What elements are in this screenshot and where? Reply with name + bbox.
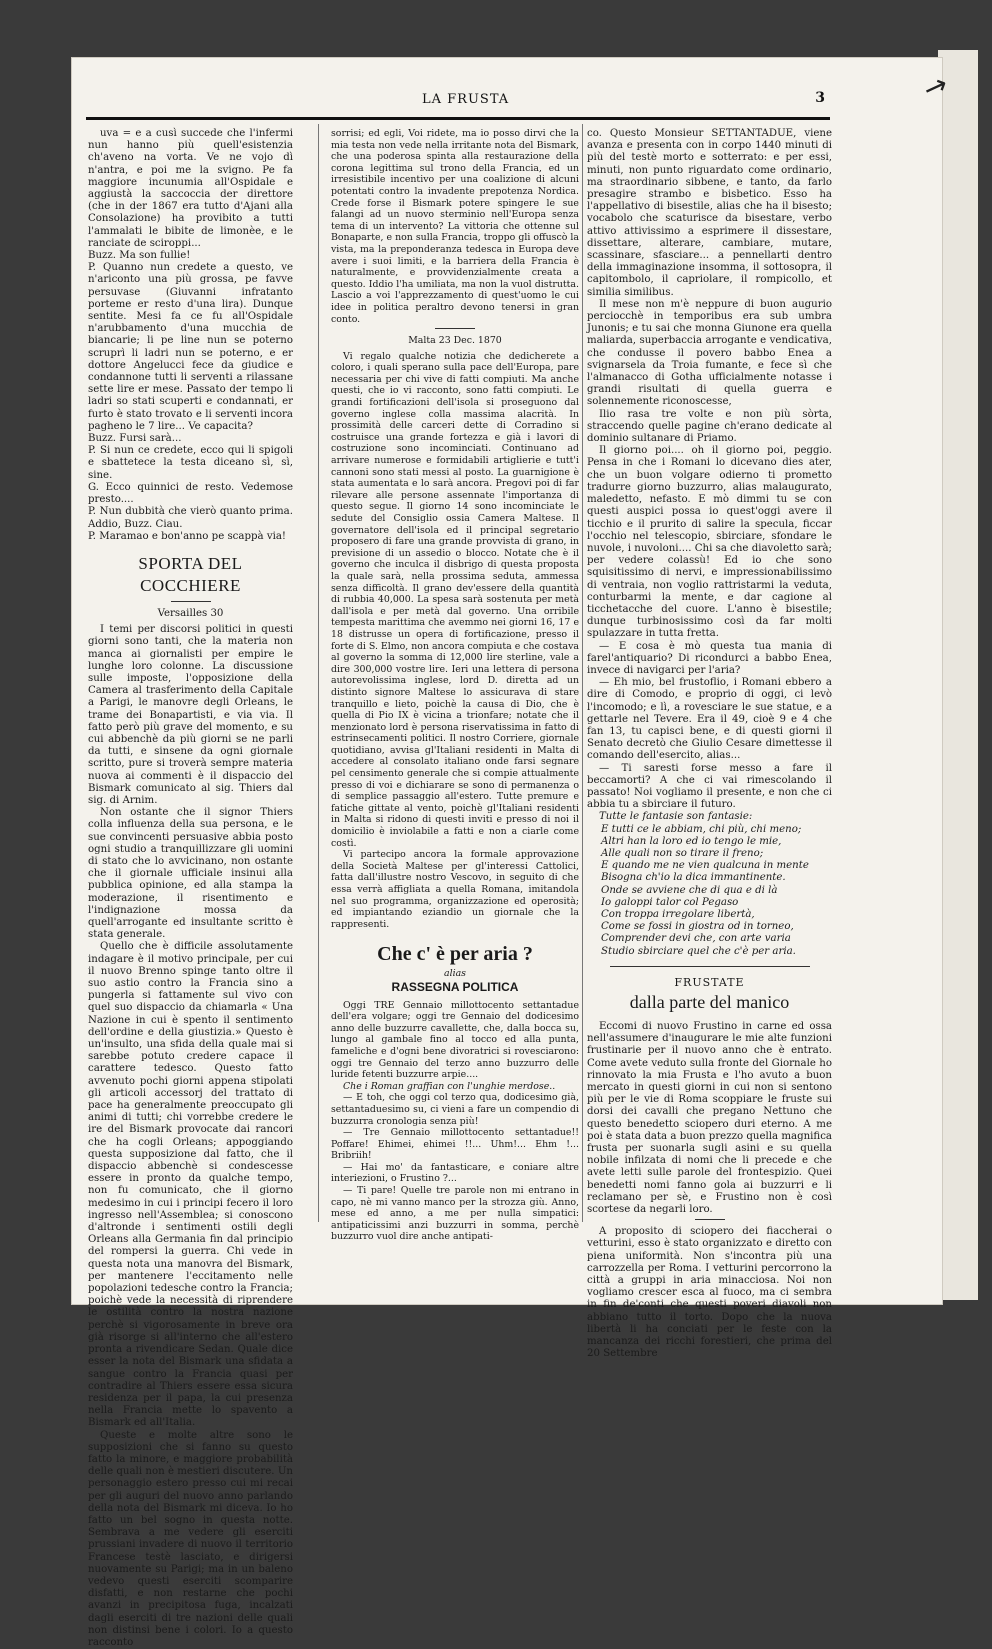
poem-line: Come se fossi in giostra od in torneo,: [601, 921, 794, 933]
dateline: Malta 23 Dec. 1870: [408, 335, 502, 347]
paragraph: Vi partecipo ancora la formale approvazione della Società Maltese per gl'interessi Cattolici, fatta dall'illustre nostro Vescovo, in seguito di che essa verrà affigliata a quella Romana, imitandola nel suo programma, organizzazione ed operosità; ed impiantando eziandio un giornale che la rappresenti.: [331, 849, 579, 930]
paragraph: — Eh mio, bel frustoflio, i Romani ebbero a dire di Comodo, e proprio di oggi, ci levò l'incomodo; e lì, a rovesciare le sue statue, e a gettarle nel Tevere. Era il 49, cioè 9 e 4 che fan 13, tu capisci bene, e di questi giorni il Senato decretò che Giulio Cesare dimettesse il comando dell'esercito, alias...: [587, 677, 832, 762]
paragraph: Queste e molte altre sono le supposizioni che si fanno su questo fatto la minore, e maggiore probabilità delle quali non è mestieri discutere. Un personaggio estero presso cui mi recai per gli auguri del nuovo anno parlando della nota del Bismark mi diceva. Io ho fatto un bel sogno in questa notte. Sembrava a me vedere gli eserciti prussiani invadere di nuovo il territorio Francese testè lasciato, e dirigersi nuovamente su Parigi; ma in un baleno vedevo questi eserciti scomparire disfatti, e non restarne che pochi avanzi in precipitosa fuga, incalzati dagli eserciti di tre nazioni delle quali non distinsi bene i colori. Io a questo racconto: [88, 1429, 293, 1648]
paragraph: — Ti saresti forse messo a fare il beccamorti? A che ci vai rimescolando il passato! Noi vogliamo il presente, e non che ci abbia tu a sbirciare il futuro.: [587, 762, 832, 811]
header-rule: [86, 117, 830, 120]
page-edge: [938, 50, 978, 1300]
paragraph: — E cosa è mò questa tua mania di farel'antiquario? Di ricondurci a babbo Enea, invece di navigarci per l'aria?: [587, 640, 832, 676]
paragraph: uva = e a cusì succede che l'infermi nun hanno più quell'esistenzia ch'aveno na vorta. Ve ne vojo dì n'antra, e poi me la svigno. Pe fa maggiore incunumia all'Ospidale e aggiustà la saccoccia der direttore (che in der 1867 era tutto d'Ajani alla Consolazione) ha provibito a tutti l'ammalati le bibite de limonèe, e le ranciate de sciroppi...: [88, 128, 293, 249]
poem-line: Alle quali non so tirare il freno;: [601, 847, 764, 859]
paragraph: Oggi TRE Gennaio millottocento settantadue dell'era volgare; oggi tre Gennaio del dodicesimo anno delle buzzurre cavallette, che, dalla bocca su, lungo al gambale fino al tocco ed alla punta, fameliche e d'ogni bene divoratrici si rovesciarono: oggi tre Gennaio del terzo anno buzzurro delle luride fetenti buzzurre arpie....: [331, 999, 579, 1081]
paragraph: Eccomi di nuovo Frustino in carne ed ossa nell'assumere d'inaugurare le mie alte funzioni frustinarie per il nuovo anno che è entrato. Come avete veduto sulla fronte del Giornale ho rinnovato la mia Frusta e l'ho avuto a buon mercato in questi giorni in cui non si sentono più per le vie di Roma scoppiare le fruste sui dorsi dei cavalli che pregano Nettuno che questo benedetto sciopero duri eterno. A me poi è stata data a buon prezzo quella magnifica frusta per suonarla sugli asini e su quella nobile infilzata di nomi che li precede e che avete letti sulle parole del frontespizio. Quei benedetti nomi fanno gola ai buzzurri e li reclamano per sè, e Frustino non è così scortese da negarli loro.: [587, 1021, 832, 1216]
poem-intro: Tutte le fantasie son fantasie:: [599, 811, 753, 823]
page-header: [86, 88, 826, 110]
paragraph: Vi regalo qualche notizia che dedicherete a coloro, i quali sperano sulla pace dell'Europa, pare necessaria per chi vive di fatti compiuti. Ma anche questi, che io vi racconto, sono fatti compiuti. Le grandi fortificazioni dell'isola si proseguono dal governo inglese colla massima alacrità. In prossimità delle carceri dette di Corradino si costruisce una grande fortezza e già i lavori di costruzione sono incominciati. Continuano ad arrivare numerose e formidabili artiglierie e tutt'i cannoni sono stati messi al posto. La guarnigione è stata aumentata e lo sarà ancora. Pregovi poi di far rilevare alle persone assennate l'importanza di questo segue. Il giorno 14 sono incominciate le sedute del Consiglio ossia Camera Maltese. Il governatore dell'isola ed il principal segretario proposero di fare una grande provvista di grano, in previsione di un assedio o blocco. Notate che è il governo che inculca il disbrigo di questa proposta la quale sarà, nella prossima seduta, ammessa senza difficoltà. Il grano dev'essere della quantità di rubbia 40,000. La spesa sarà sostenuta per metà dall'isola e per metà dal governo. Una orribile tempesta marittima che avemmo nei giorni 16, 17 e 18 distrusse un opera di fortificazione, presso il forte di S. Elmo, non ancora compiuta e che costava al governo la somma di 12,000 lire sterline, vale a dire 300,000 vostre lire. Ieri una lettera di persona autorevolissima inglese, lord D. diretta ad un distinto signore Maltese lo assicurava di stare tranquillo e lieto, poichè la causa di Dio, che è quella di Pio IX è vicina a trionfare; notate che il menzionato lord è persona riservatissima in fatto di estrinsecamenti politici. Il nostro Corriere, giornale quotidiano, avvisa gl'Italiani residenti in Malta di accedere al consolato italiano onde farsi segnare pel censimento generale che si compie attualmente presso di voi e dichiarare se sono di permanenza o di semplice passaggio all'estero. Tutte premure e fatiche gittate al vento, poichè gl'Italiani residenti in Malta si ridono di questi inviti e presso di noi il domicilio è inviolabile a fatti e non a ciarle come costì.: [331, 350, 579, 849]
poem-line: Io galoppi talor col Pegaso: [601, 896, 739, 908]
paragraph: A proposito di sciopero dei fiaccherai o vetturini, esso è stato organizzato e diretto con piena uniformità. Non s'incontra più una carrozzella per Roma. I vetturini percorrono la città a gruppi in aria minacciosa. Noi non vogliamo crescer esca al fuoco, ma ci sembra in fin de'conti che questi poveri diavoli non abbiano tutto il torto. Dopo che la nuova libertà li ha conciati per le feste con la mancanza dei ricchi forestieri, che prima del 20 Settembre: [587, 1226, 832, 1360]
paragraph: I temi per discorsi politici in questi giorni sono tanti, che la materia non manca ai giornalisti per empire le lunghe loro colonne. La discussione sulle imposte, l'opposizione della Camera al trasferimento della Capitale a Parigi, le manovre degli Orleans, le trame dei Bonapartisti, e via via. Il fatto però più grave del momento, e su cui abbenchè da più giorni se ne parli da tutti, e sinsene da ogni giornale scritto, pure si troverà sempre materia nuova ai commenti è il dispaccio del Bismark comunicato al sig. Thiers dal sig. di Arnim.: [88, 624, 293, 806]
column-3: [587, 128, 832, 1360]
column-2: [331, 128, 579, 1243]
corner-mark-icon: ↗: [919, 66, 953, 107]
section-title: SPORTA DEL COCCHIERE: [138, 553, 243, 595]
section-heading: FRUSTATE: [674, 975, 745, 989]
poem-line: Bisogna ch'io la dica immantinente.: [601, 872, 786, 884]
paragraph: Che i Roman graffian con l'unghie merdose..: [343, 1080, 556, 1092]
paragraph: Il mese non m'è neppure di buon augurio perciocchè in temporibus era sub umbra Junonis; e tu sai che monna Giunone era quella maliarda, superbaccia arrogante e vendicativa, che condusse il povero babbo Enea a svignarsela da Troia fumante, e fece sì che l'almanacco di Gotha ufficialmente notasse i grandi risultati di quella guerra e solennemente riconoscesse,: [587, 298, 832, 408]
paragraph: — Hai mo' da fantasticare, e coniare altre interiezioni, o Frustino ?...: [331, 1161, 579, 1185]
paragraph: P. Nun dubbità che vierò quanto prima. Addio, Buzz. Ciau.: [88, 506, 293, 530]
article-subtitle: RASSEGNA POLITICA: [391, 979, 519, 994]
paragraph: P. Si nun ce credete, ecco qui li spigoli e sbattetece la testa diceano sì, sì, sine.: [88, 445, 293, 481]
poem-line: E quando me ne vien qualcuna in mente: [601, 860, 809, 872]
paragraph: P. Maramao e bon'anno pe scappà via!: [88, 530, 287, 542]
paragraph: sorrisi; ed egli, Voi ridete, ma io posso dirvi che la mia testa non vede nella irritante nota del Bismark, che una poderosa spinta alla restaurazione della corona legittima sul trono della Francia, ed un irresistibile incentivo per una coalizione di alcuni potentati contro la invadente prepotenza Nordica. Crede forse il Bismark potere spingere le sue falangi ad un nuovo sterminio nell'Europa senza tema di un intervento? La vittoria che ottenne sul Bonaparte, e non sulla Francia, troppo gli offuscò la vista, ma la preponderanza tedesca in Europa deve avere i suoi limiti, e la barriera della Francia è naturalmente, e provvidenzialmente creata a questo. Iddio l'ha umiliata, ma non la vuol distrutta. Lascio a voi l'apprezzamento di quest'uomo le cui idee in politica peraltro devono tenersi in gran conto.: [331, 128, 579, 325]
column-1: [88, 128, 293, 1648]
poem-line: Onde se avviene che di qua e di là: [601, 884, 778, 896]
poem-line: Altri han la loro ed io tengo le mie,: [601, 835, 782, 847]
column-separator: [582, 124, 583, 1222]
paragraph: P. Quanno nun credete a questo, ve n'ariconto una più grossa, pe favve persuvase (Giuvanni infratanto porteme er resto d'una lira). Dunque sentite. Mesi fa ce fu all'Ospidale n'arubbamento d'una mucchia de biancarie; li pe line nun se poterno scruprì li ladri nun se poterno, e er dottore Angelucci fece da giudice e condannone tutti li serventi a rilassane sette lire er mese. Passato der tempo li ladri so stati scuperti e condannati, er furto è stato trovato e li serventi incora pagheno le 7 lire... Ve capacita?: [88, 262, 293, 432]
paragraph: Buzz. Ma son fullie!: [88, 250, 191, 262]
column-separator: [318, 124, 319, 1222]
paragraph: G. Ecco quinnici de resto. Vedemose presto....: [88, 481, 293, 506]
section-rule: [695, 1219, 725, 1220]
paragraph: — Tre Gennaio millottocento settantadue!! Poffare! Ehimei, ehimei !!... Uhm!... Ehm !... Bribriih!: [331, 1127, 579, 1162]
paragraph: Il giorno poi.... oh il giorno poi, peggio. Pensa in che i Romani lo dicevano dies ater, che un buon volgare odierno ti prometto tradurre giorno buzzurro, alias malaugurato, maledetto, nefasto. E mò dimmi tu se con questi auspici possa io quest'oggi avere il ticchio e il prurito di salire la specula, ficcar l'occhio nel telescopio, sbirciare, sfondare le nuvole, i nuvoloni.... Chi sa che diavoletto sarà; per vedere colassù! Ed io che sono squisitissimo di nervi, e impressionabilissimo di ventraia, non voglio rattristarmi la veduta, conturbarmi la mente, e dar cagione al ticchetacche del cuore. L'anno è bisestile; dunque turbinosissimo così da far molti spulazzare in tutta fretta.: [587, 445, 832, 640]
paragraph: — E toh, che oggi col terzo qua, dodicesimo già, settantaduesimo su, ci vieni a fare un compendio di buzzurra cronologia senza più!: [331, 1092, 579, 1127]
paragraph: Buzz. Fursi sarà...: [88, 433, 182, 445]
paragraph: Quello che è difficile assolutamente indagare è il motivo principale, per cui il nuovo Brenno spinge tanto oltre il suo astio contro la Francia sino a pungerla si fattamente sul vivo con quel suo dispaccio da chiamarla « Una Nazione in cui è spento il sentimento dell'ordine e della giustizia.» Questo è un'insulto, una sfida della quale mai si sarebbe potuto credere capace il carattere tedesco. Questo fatto avvenuto pochi giorni appena stipolati gli articoli accessorj del trattato di pace ha generalmente preoccupato gli animi di tutti; chi vorrebbe credere le ire del Bismark provocate dai rancori che ha cogli Orleans; appoggiando questa supposizione dal fatto, che il dispaccio abbenchè si condescesse essere in pronto da qualche tempo, non fu comunicato, che il giorno medesimo in cui i principi fecero il loro ingresso nell'Assemblea; si conoscono d'altronde i sentimenti ostili degli Orleans alla Germania fin dal principio del rompersi la guerra. Chi vede in questa nota una manovra del Bismark, per mantenere l'eccitamento nelle popolazioni tedesche contro la Francia; poichè vede la necessità di riprendere le ostilità contro la nostra nazione perchè si vigorosamente in breve ora già risorge si all'interno che all'estero pronta a rivendicare Sedan. Quale dice esser la nota del Bismark una sfidata a sangue contro la Francia quasi per contradire al Thiers essere essa sicura residenza per il papa, la cui presenza nella Francia mette lo spavento a Bismark ed all'Italia.: [88, 941, 293, 1429]
paragraph: Ilio rasa tre volte e non più sòrta, straccendo quelle pagine ch'erano dedicate al dominio sultanare di Priamo.: [587, 408, 832, 445]
masthead-title: LA FRUSTA: [422, 92, 510, 107]
dateline: Versailles 30: [157, 607, 224, 619]
poem-line: Con troppa irregolare libertà,: [601, 909, 755, 920]
poem-line: Comprender devi che, con arte varia: [601, 933, 791, 945]
poem-line: Studio sbirciare quel che c'è per aria.: [601, 945, 796, 957]
paragraph: co. Questo Monsieur SETTANTADUE, viene avanza e presenta con in corpo 1440 minuti di più del testè morto e sotterrato: e per essi, minuti, non punto riguardato come ordinario, ma straordinario sibbene, e tanto, da farlo presagire strambo e bisbetico. Esso ha l'appellativo di bisestile, alias che ha il bisesto; vocabolo che scaturisce da bisestare, verbo attivo attivissimo a esprimere il dissestare, dissettare, alterare, cambiare, mutare, scassinare, sfasciare... a pennellarti dentro della immaginazione insomma, il sottosopra, il capitombolo, il capriolare, il rompicollo, et similia similibus.: [587, 128, 832, 298]
poem-line: E tutti ce le abbiam, chi più, chi meno;: [601, 823, 802, 835]
paragraph: — Ti pare! Quelle tre parole non mi entrano in capo, nè mi vanno manco per la strozza giù. Anno, mese ed anno, a me per nulla simpatici: antipaticissimi anzi buzzurri in somma, perchè buzzurro vuol dire anche antipati-: [331, 1185, 579, 1243]
article-title: Che c' è per aria ?: [377, 943, 533, 966]
paragraph: Non ostante che il signor Thiers colla influenza della sua persona, e le sue convincenti persuasive abbia posto ogni studio a tranquillizzare gli uomini di stato che lo avvicinano, non ostante che il giornale ufficiale insinui alla pubblica opinione, ed alla stampa la moderazione, il risentimento e l'indignazione mossa da quell'arrogante ed insultante scritto è stata generale.: [88, 807, 293, 941]
section-title: dalla parte del manico: [629, 992, 790, 1013]
section-rule: [435, 328, 475, 329]
page-number: 3: [815, 90, 826, 106]
alias-label: alias: [444, 968, 466, 980]
section-rule: [610, 966, 810, 967]
title-rule: [171, 601, 211, 602]
